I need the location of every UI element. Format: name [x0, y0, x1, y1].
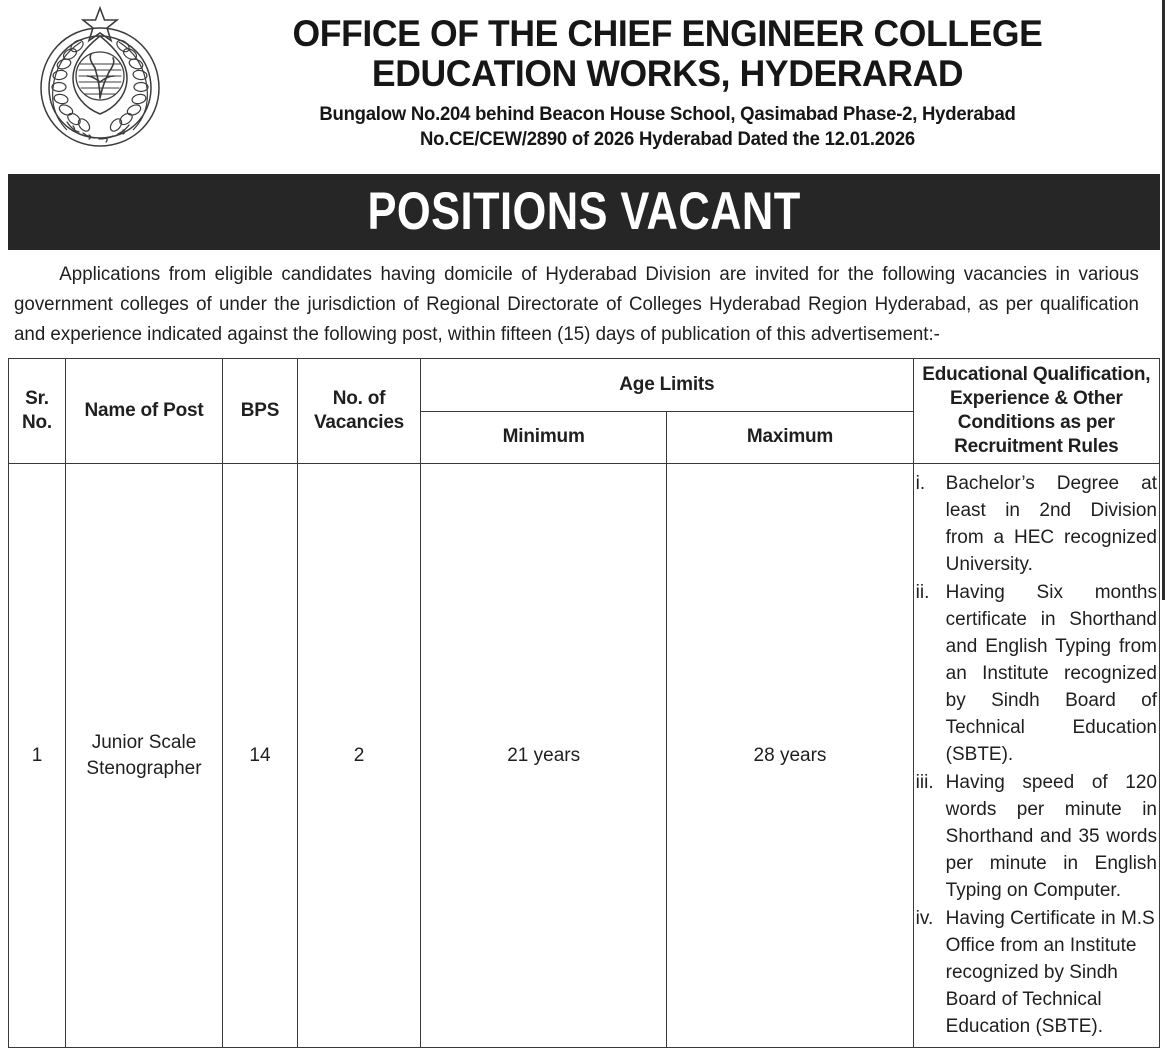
vacancy-table	[8, 358, 1160, 1048]
introduction-text: Applications from eligible candidates having domicile of Hyderabad Division are invited for the following vacancies in various government colleges of under the jurisdiction of Regional Directorate of Colleges Hyderabad Region Hyderabad, as per qualification and experience indicated against the following post, within fifteen (15) days of publication of this advertisement:-	[14, 264, 1139, 345]
page-border-right	[1162, 0, 1165, 600]
cell-qualification	[913, 464, 1159, 1048]
cell-age-minimum: 21 years	[421, 464, 667, 1048]
organisation-title-line2: EDUCATION WORKS, HYDERARAD	[371, 53, 964, 94]
cell-sr-no: 1	[9, 464, 66, 1048]
column-header-vacancies	[298, 359, 421, 464]
cell-name-of-post	[66, 464, 223, 1048]
column-header-qualification	[913, 359, 1159, 464]
post-name-line1: Junior Scale	[91, 731, 197, 753]
qualification-text: Having speed of 120 words per minute in Shorthand and 35 words per minute in English Typing on Computer.	[945, 772, 1157, 901]
qualification-header-line1: Educational Qualification, Experience & Other Conditions as per	[922, 364, 1151, 433]
qualification-item	[916, 579, 1157, 768]
post-name-line2: Stenographer	[86, 757, 202, 779]
qualification-header-line2: Recruitment Rules	[954, 436, 1119, 457]
table-row	[9, 464, 1160, 1048]
column-header-sr-no	[9, 359, 66, 464]
introduction-paragraph	[14, 260, 1139, 350]
table-header	[9, 359, 1160, 464]
letterhead	[0, 0, 1160, 166]
cell-vacancies: 2	[298, 464, 421, 1048]
positions-vacant-banner	[8, 174, 1160, 250]
qualification-item	[916, 470, 1157, 578]
qualification-marker: i.	[915, 473, 926, 494]
organisation-title-line1: OFFICE OF THE CHIEF ENGINEER COLLEGE	[292, 13, 1043, 54]
qualification-text: Bachelor’s Degree at least in 2nd Division from a HEC recognized University.	[945, 473, 1157, 575]
cell-bps: 14	[223, 464, 298, 1048]
qualification-marker: iii.	[915, 772, 934, 793]
qualification-text: Having Certificate in M.S Office from an Institute recognized by Sindh Board of Technical Education (SBTE).	[945, 908, 1155, 1037]
sr-no-line1: Sr.	[25, 388, 49, 409]
letterhead-text-block	[180, 14, 1155, 152]
vacancies-line2: Vacancies	[313, 412, 405, 433]
office-address: Bungalow No.204 behind Beacon House School, Qasimabad Phase-2, Hyderabad	[319, 103, 1016, 125]
qualification-marker: ii.	[915, 582, 930, 603]
column-header-age-limits: Age Limits	[421, 359, 914, 412]
table-header-row-1	[9, 359, 1160, 412]
qualification-marker: iv.	[915, 908, 934, 929]
government-of-sindh-emblem-icon	[25, 2, 175, 152]
office-address-block	[204, 102, 1130, 152]
qualification-item	[916, 905, 1157, 1040]
cell-age-maximum: 28 years	[667, 464, 913, 1048]
qualification-item	[916, 769, 1157, 904]
column-header-bps: BPS	[223, 359, 298, 464]
column-header-age-minimum: Minimum	[421, 411, 667, 464]
qualification-list	[916, 470, 1157, 1040]
reference-number: No.CE/CEW/2890 of 2026 Hyderabad Dated the 12.01.2026	[419, 128, 916, 150]
column-header-name-of-post: Name of Post	[66, 359, 223, 464]
sr-no-line2: No.	[21, 412, 52, 433]
column-header-age-maximum: Maximum	[667, 411, 913, 464]
vacancies-line1: No. of	[332, 388, 386, 409]
qualification-text: Having Six months certificate in Shorthand and English Typing from an Institute recognized by Sindh Board of Technical Education (SBTE).	[945, 582, 1157, 765]
banner-title: POSITIONS VACANT	[367, 182, 801, 241]
table-body	[9, 464, 1160, 1048]
organisation-title	[200, 14, 1136, 94]
